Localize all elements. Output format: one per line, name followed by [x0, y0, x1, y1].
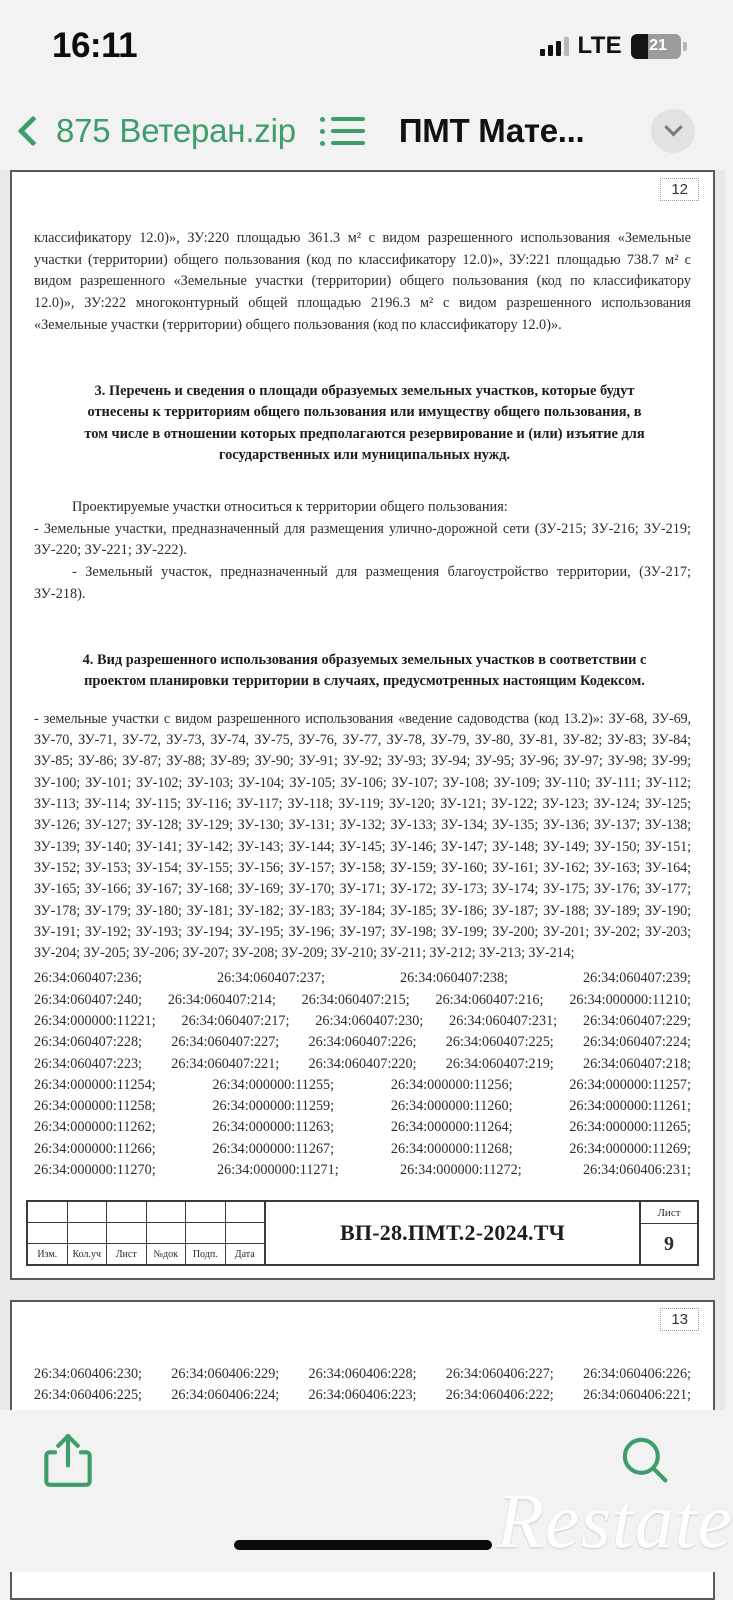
cadastral-numbers-block	[34, 968, 691, 1181]
cadastral-number: 26:34:060407:223;	[34, 1055, 142, 1072]
cadastral-row	[34, 1139, 691, 1160]
page-number-badge: 13	[660, 1308, 699, 1331]
signal-bars-icon	[540, 36, 569, 56]
section-heading-4: 4. Вид разрешенного использования образуемых земельных участков в соответствии с проектом планировки территории в случаях, предусмотренных настоящим Кодексом.	[82, 651, 647, 690]
title-block-col-izm: Изм.	[28, 1244, 68, 1264]
cadastral-number: 26:34:060407:218;	[583, 1055, 691, 1072]
sheet-label: Лист	[641, 1202, 697, 1224]
chevron-down-icon[interactable]	[651, 109, 695, 153]
cadastral-number: 26:34:000000:11270;	[34, 1162, 156, 1179]
cadastral-number: 26:34:060406:222;	[445, 1387, 554, 1404]
bullet-landscaping: - Земельный участок, предназначенный для размещения благоустройство территории, (ЗУ-217; ЗУ-218).	[34, 564, 691, 602]
cadastral-number: 26:34:000000:11255;	[212, 1076, 335, 1093]
cadastral-number: 26:34:000000:11263;	[212, 1119, 335, 1136]
bottom-toolbar	[0, 1410, 733, 1572]
zu-list-paragraph	[34, 709, 691, 965]
title-block-col-koluch: Кол.уч	[68, 1244, 108, 1264]
zu-list-values: ЗУ-68, ЗУ-69, ЗУ-70, ЗУ-71, ЗУ-72, ЗУ-73, ЗУ-74, ЗУ-75, ЗУ-76, ЗУ-77, ЗУ-78, ЗУ-79, ЗУ-80, ЗУ-81, ЗУ-82; ЗУ-83; ЗУ-84; ЗУ-85; ЗУ-86; ЗУ-87; ЗУ-88; ЗУ-89; ЗУ-90; ЗУ-91; ЗУ-92; ЗУ-93; ЗУ-94; ЗУ-95; ЗУ-96; ЗУ-97; ЗУ-98; ЗУ-99; ЗУ-100; ЗУ-101; ЗУ-102; ЗУ-103; ЗУ-104; ЗУ-105; ЗУ-106; ЗУ-107; ЗУ-108; ЗУ-109; ЗУ-110; ЗУ-111; ЗУ-112; ЗУ-113; ЗУ-114; ЗУ-115; ЗУ-116; ЗУ-117; ЗУ-118; ЗУ-119; ЗУ-120; ЗУ-121; ЗУ-122; ЗУ-123; ЗУ-124; ЗУ-125; ЗУ-126; ЗУ-127; ЗУ-128; ЗУ-129; ЗУ-130; ЗУ-131; ЗУ-132; ЗУ-133; ЗУ-134; ЗУ-135; ЗУ-136; ЗУ-137; ЗУ-138; ЗУ-139; ЗУ-140; ЗУ-141; ЗУ-142; ЗУ-143; ЗУ-144; ЗУ-145; ЗУ-146; ЗУ-147; ЗУ-148; ЗУ-149; ЗУ-150; ЗУ-151; ЗУ-152; ЗУ-153; ЗУ-154; ЗУ-155; ЗУ-156; ЗУ-157; ЗУ-158; ЗУ-159; ЗУ-160; ЗУ-161; ЗУ-162; ЗУ-163; ЗУ-164; ЗУ-165; ЗУ-166; ЗУ-167; ЗУ-168; ЗУ-169; ЗУ-170; ЗУ-171; ЗУ-172; ЗУ-173; ЗУ-174; ЗУ-175; ЗУ-176; ЗУ-177; ЗУ-178; ЗУ-179; ЗУ-180; ЗУ-181; ЗУ-182; ЗУ-183; ЗУ-184; ЗУ-185; ЗУ-186; ЗУ-187; ЗУ-188; ЗУ-189; ЗУ-190; ЗУ-191; ЗУ-192; ЗУ-193; ЗУ-194; ЗУ-195; ЗУ-196; ЗУ-197; ЗУ-198; ЗУ-199; ЗУ-200; ЗУ-201; ЗУ-202; ЗУ-203; ЗУ-204; ЗУ-205; ЗУ-206; ЗУ-207; ЗУ-208; ЗУ-209; ЗУ-210; ЗУ-211; ЗУ-212; ЗУ-213; ЗУ-214;	[34, 710, 691, 962]
cadastral-number: 26:34:060407:225;	[445, 1034, 554, 1051]
cadastral-number: 26:34:000000:11269;	[569, 1140, 691, 1157]
cadastral-number: 26:34:000000:11264;	[390, 1119, 513, 1136]
cadastral-number: 26:34:000000:11260;	[390, 1098, 513, 1115]
cadastral-number: 26:34:000000:11267;	[212, 1140, 335, 1157]
cadastral-row	[34, 968, 691, 989]
cadastral-number: 26:34:060406:227;	[445, 1366, 554, 1382]
cadastral-row	[34, 1117, 691, 1138]
cadastral-row	[34, 1385, 691, 1406]
section-heading-3: 3. Перечень и сведения о площади образуемых земельных участков, которые будут отнесены к территориям общего пользования или имуществу общего пользования, в том числе в отношении которых предполагаются резервирование и (или) изъятие для государственных или муниципальных нужд.	[84, 382, 645, 464]
cadastral-row	[34, 990, 691, 1011]
cadastral-number: 26:34:060407:226;	[308, 1034, 417, 1051]
drawing-title-block	[26, 1200, 699, 1266]
intro-line: Проектируемые участки относиться к территории общего пользования:	[72, 499, 508, 516]
status-indicators	[540, 32, 681, 60]
cadastral-number: 26:34:000000:11210;	[569, 991, 691, 1008]
cadastral-row	[34, 1075, 691, 1096]
cadastral-number: 26:34:060407:239;	[583, 970, 691, 987]
cadastral-number: 26:34:060406:226;	[583, 1366, 691, 1382]
cadastral-number: 26:34:000000:11256;	[390, 1076, 513, 1093]
title-block-columns	[28, 1202, 266, 1264]
cadastral-row	[34, 1011, 691, 1032]
cadastral-number: 26:34:060407:237;	[217, 970, 325, 987]
cadastral-number: 26:34:060407:228;	[34, 1034, 142, 1051]
cadastral-number: 26:34:060407:224;	[583, 1034, 691, 1051]
title-block-empty-row	[28, 1202, 264, 1223]
cadastral-number: 26:34:000000:11265;	[569, 1119, 691, 1136]
cadastral-row	[34, 1096, 691, 1117]
title-block-empty-row	[28, 1223, 264, 1244]
cadastral-number: 26:34:060406:228;	[308, 1366, 417, 1382]
cadastral-number: 26:34:000000:11262;	[34, 1119, 156, 1136]
cadastral-number: 26:34:000000:11271;	[217, 1162, 339, 1179]
cadastral-number: 26:34:060406:221;	[583, 1387, 691, 1404]
title-block-col-ndok: №док	[147, 1244, 187, 1264]
cadastral-number: 26:34:000000:11258;	[34, 1098, 156, 1115]
status-bar	[0, 0, 725, 92]
search-icon[interactable]	[619, 1432, 671, 1488]
title-block-col-podp: Подп.	[186, 1244, 226, 1264]
page-title: ПМТ Мате...	[398, 112, 585, 149]
chevron-left-icon	[17, 115, 48, 146]
cadastral-number: 26:34:060406:225;	[34, 1387, 142, 1404]
cadastral-row	[34, 1364, 691, 1385]
cadastral-number: 26:34:000000:11266;	[34, 1140, 156, 1157]
cadastral-number: 26:34:060407:215;	[301, 991, 410, 1008]
document-viewer[interactable]	[0, 170, 725, 1410]
navigation-bar	[0, 92, 725, 170]
back-button-label: 875 Ветеран.zip	[56, 112, 296, 149]
cadastral-number: 26:34:060407:236;	[34, 970, 142, 987]
cadastral-number: 26:34:060407:221;	[171, 1055, 280, 1072]
page-number-badge: 12	[660, 178, 699, 201]
cadastral-number: 26:34:000000:11268;	[390, 1140, 513, 1157]
battery-icon	[631, 34, 681, 59]
title-block-col-data: Дата	[234, 1248, 255, 1260]
paragraph-intro: классификатору 12.0)», ЗУ:220 площадью 361.3 м² с видом разрешенного использования «Земельные участки (территории) общего пользования (код по классификатору 12.0)», ЗУ:221 площадью 738.7 м² с видом разрешенного «Земельные участки (территории) общего пользования (код по классификатору 12.0)», ЗУ:222 многоконтурный общей площадью 2196.3 м² с видом разрешенного использования «Земельные участки (территории) общего пользования (код по классификатору 12.0)».	[34, 230, 691, 333]
zu-list-intro: - земельные участки с видом разрешенного использования «ведение садоводства (код 13.2)»:	[34, 710, 609, 727]
cadastral-number: 26:34:060407:230;	[315, 1013, 424, 1029]
cadastral-number: 26:34:000000:11272;	[400, 1162, 522, 1179]
cadastral-row	[34, 1160, 691, 1181]
bullet-street-network: - Земельные участки, предназначенный для размещения улично-дорожной сети (ЗУ-215; ЗУ-216; ЗУ-219; ЗУ-220; ЗУ-221; ЗУ-222).	[34, 520, 691, 559]
cadastral-number: 26:34:000000:11254;	[34, 1076, 156, 1093]
cadastral-number: 26:34:000000:11259;	[212, 1098, 335, 1115]
cadastral-number: 26:34:060407:219;	[445, 1055, 554, 1072]
cadastral-number: 26:34:060406:230;	[34, 1366, 142, 1382]
cadastral-number: 26:34:060406:231;	[583, 1162, 691, 1179]
cadastral-number: 26:34:060406:229;	[171, 1366, 280, 1382]
list-view-icon[interactable]	[320, 117, 365, 146]
back-button[interactable]	[22, 112, 296, 150]
cadastral-number: 26:34:000000:11261;	[569, 1098, 691, 1115]
watermark-label: Restate	[496, 1477, 733, 1564]
cadastral-number: 26:34:000000:11257;	[569, 1076, 691, 1093]
title-block-col-list: Лист	[107, 1244, 147, 1264]
cadastral-number: 26:34:060407:240;	[34, 991, 142, 1008]
sheet-number: 9	[664, 1232, 674, 1255]
cadastral-number: 26:34:060407:216;	[435, 991, 544, 1008]
cadastral-number: 26:34:060407:229;	[582, 1013, 691, 1029]
document-page	[10, 170, 715, 1280]
cadastral-number: 26:34:060407:231;	[449, 1013, 558, 1029]
cadastral-row	[34, 1054, 691, 1075]
title-block-header-row	[28, 1244, 264, 1264]
cadastral-number: 26:34:060406:223;	[308, 1387, 417, 1404]
cadastral-number: 26:34:060407:220;	[308, 1055, 417, 1072]
cadastral-number: 26:34:060407:217;	[181, 1013, 290, 1029]
cadastral-number: 26:34:000000:11221;	[34, 1013, 156, 1029]
cadastral-number: 26:34:060407:227;	[171, 1034, 280, 1051]
cadastral-number: 26:34:060407:238;	[400, 970, 508, 987]
drawing-code-label: ВП-28.ПМТ.2-2024.ТЧ	[266, 1202, 641, 1264]
share-icon[interactable]	[42, 1432, 94, 1490]
cadastral-number: 26:34:060406:224;	[171, 1387, 280, 1404]
sheet-number-cell	[641, 1202, 697, 1264]
network-type-label: LTE	[577, 32, 622, 59]
battery-percent-label: 21	[649, 37, 667, 54]
cadastral-number: 26:34:060407:214;	[167, 991, 276, 1008]
home-indicator[interactable]	[234, 1540, 492, 1550]
cadastral-row	[34, 1032, 691, 1053]
status-time: 16:11	[52, 26, 138, 65]
